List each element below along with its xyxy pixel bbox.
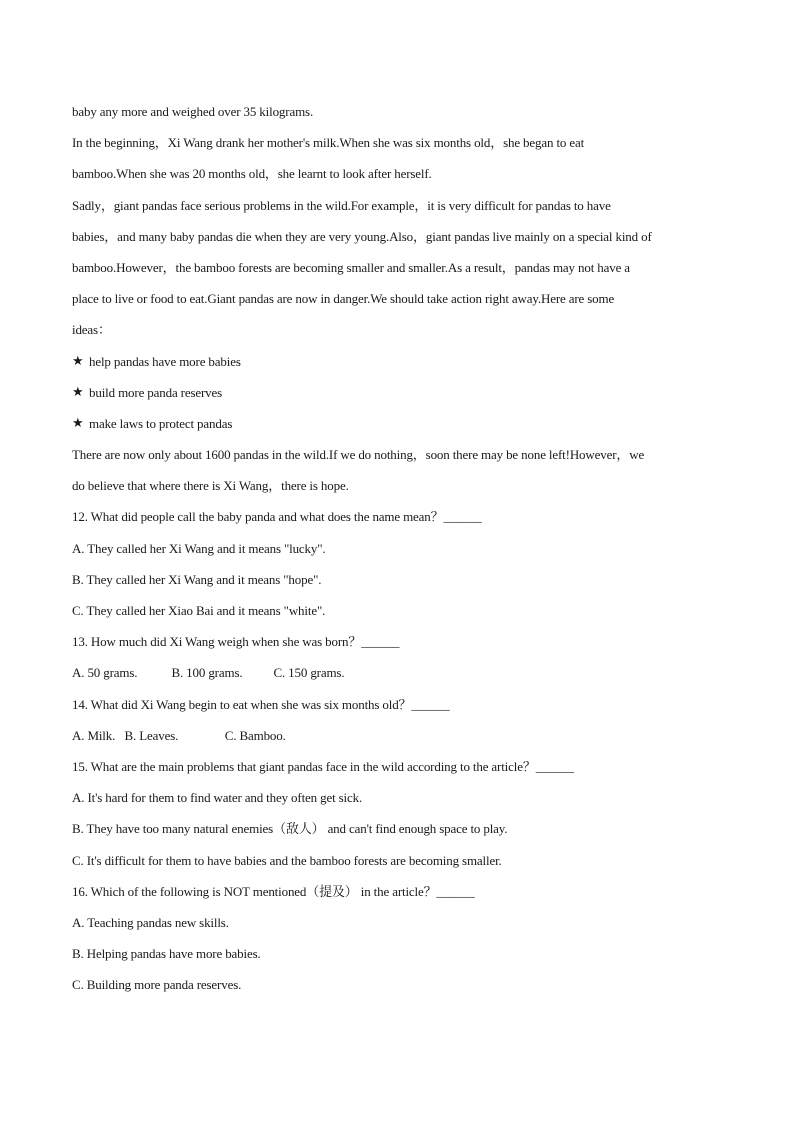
passage-line: do believe that where there is Xi Wang，there is hope. bbox=[72, 478, 349, 494]
passage-line: There are now only about 1600 pandas in the wild.If we do nothing，soon there may be none left!However，we bbox=[72, 447, 645, 463]
idea-item bbox=[72, 350, 722, 381]
question-options-inline: A. 50 grams. B. 100 grams. C. 150 grams. bbox=[72, 665, 345, 681]
idea-text: make laws to protect pandas bbox=[89, 415, 233, 431]
question-option: C. Building more panda reserves. bbox=[72, 977, 242, 993]
question-options-inline: A. Milk. B. Leaves. C. Bamboo. bbox=[72, 727, 286, 743]
question-option: B. They called her Xi Wang and it means "hope". bbox=[72, 571, 322, 587]
document-content bbox=[72, 100, 722, 1004]
idea-item bbox=[72, 381, 722, 412]
star-icon: ★ bbox=[72, 415, 84, 431]
idea-item bbox=[72, 412, 722, 443]
star-icon: ★ bbox=[72, 384, 84, 400]
passage-line: In the beginning，Xi Wang drank her mother's milk.When she was six months old，she began to eat bbox=[72, 135, 585, 151]
question-option: C. It's difficult for them to have babies and the bamboo forests are becoming smaller. bbox=[72, 852, 502, 868]
passage-line: babies，and many baby pandas die when they are very young.Also，giant pandas live mainly on a special kind of bbox=[72, 228, 652, 244]
question-stem-14: 14. What did Xi Wang begin to eat when she was six months old？______ bbox=[72, 696, 450, 712]
question-stem-13: 13. How much did Xi Wang weigh when she was born？______ bbox=[72, 634, 400, 650]
passage-line: ideas： bbox=[72, 322, 111, 338]
idea-text: build more panda reserves bbox=[89, 384, 223, 400]
passage-line: bamboo.However，the bamboo forests are becoming smaller and smaller.As a result，pandas may not have a bbox=[72, 259, 630, 275]
question-option: B. They have too many natural enemies（敌人） and can't find enough space to play. bbox=[72, 821, 508, 837]
question-option: A. Teaching pandas new skills. bbox=[72, 914, 229, 930]
idea-text: help pandas have more babies bbox=[89, 353, 241, 369]
question-option: A. They called her Xi Wang and it means "lucky". bbox=[72, 540, 326, 556]
passage-line: place to live or food to eat.Giant pandas are now in danger.We should take action right away.Here are some bbox=[72, 291, 615, 307]
passage-line: baby any more and weighed over 35 kilograms. bbox=[72, 104, 314, 119]
question-stem-15: 15. What are the main problems that giant pandas face in the wild according to the article？______ bbox=[72, 758, 574, 774]
question-option: C. They called her Xiao Bai and it means "white". bbox=[72, 603, 326, 618]
question-option: B. Helping pandas have more babies. bbox=[72, 946, 261, 962]
question-option: A. It's hard for them to find water and they often get sick. bbox=[72, 790, 363, 806]
question-stem-16: 16. Which of the following is NOT mentioned（提及） in the article？______ bbox=[72, 883, 475, 899]
star-icon: ★ bbox=[72, 353, 84, 369]
passage-line: Sadly，giant pandas face serious problems in the wild.For example，it is very difficult for pandas to have bbox=[72, 197, 611, 213]
question-stem-12: 12. What did people call the baby panda and what does the name mean？______ bbox=[72, 509, 482, 525]
passage-line: bamboo.When she was 20 months old，she learnt to look after herself. bbox=[72, 166, 432, 182]
